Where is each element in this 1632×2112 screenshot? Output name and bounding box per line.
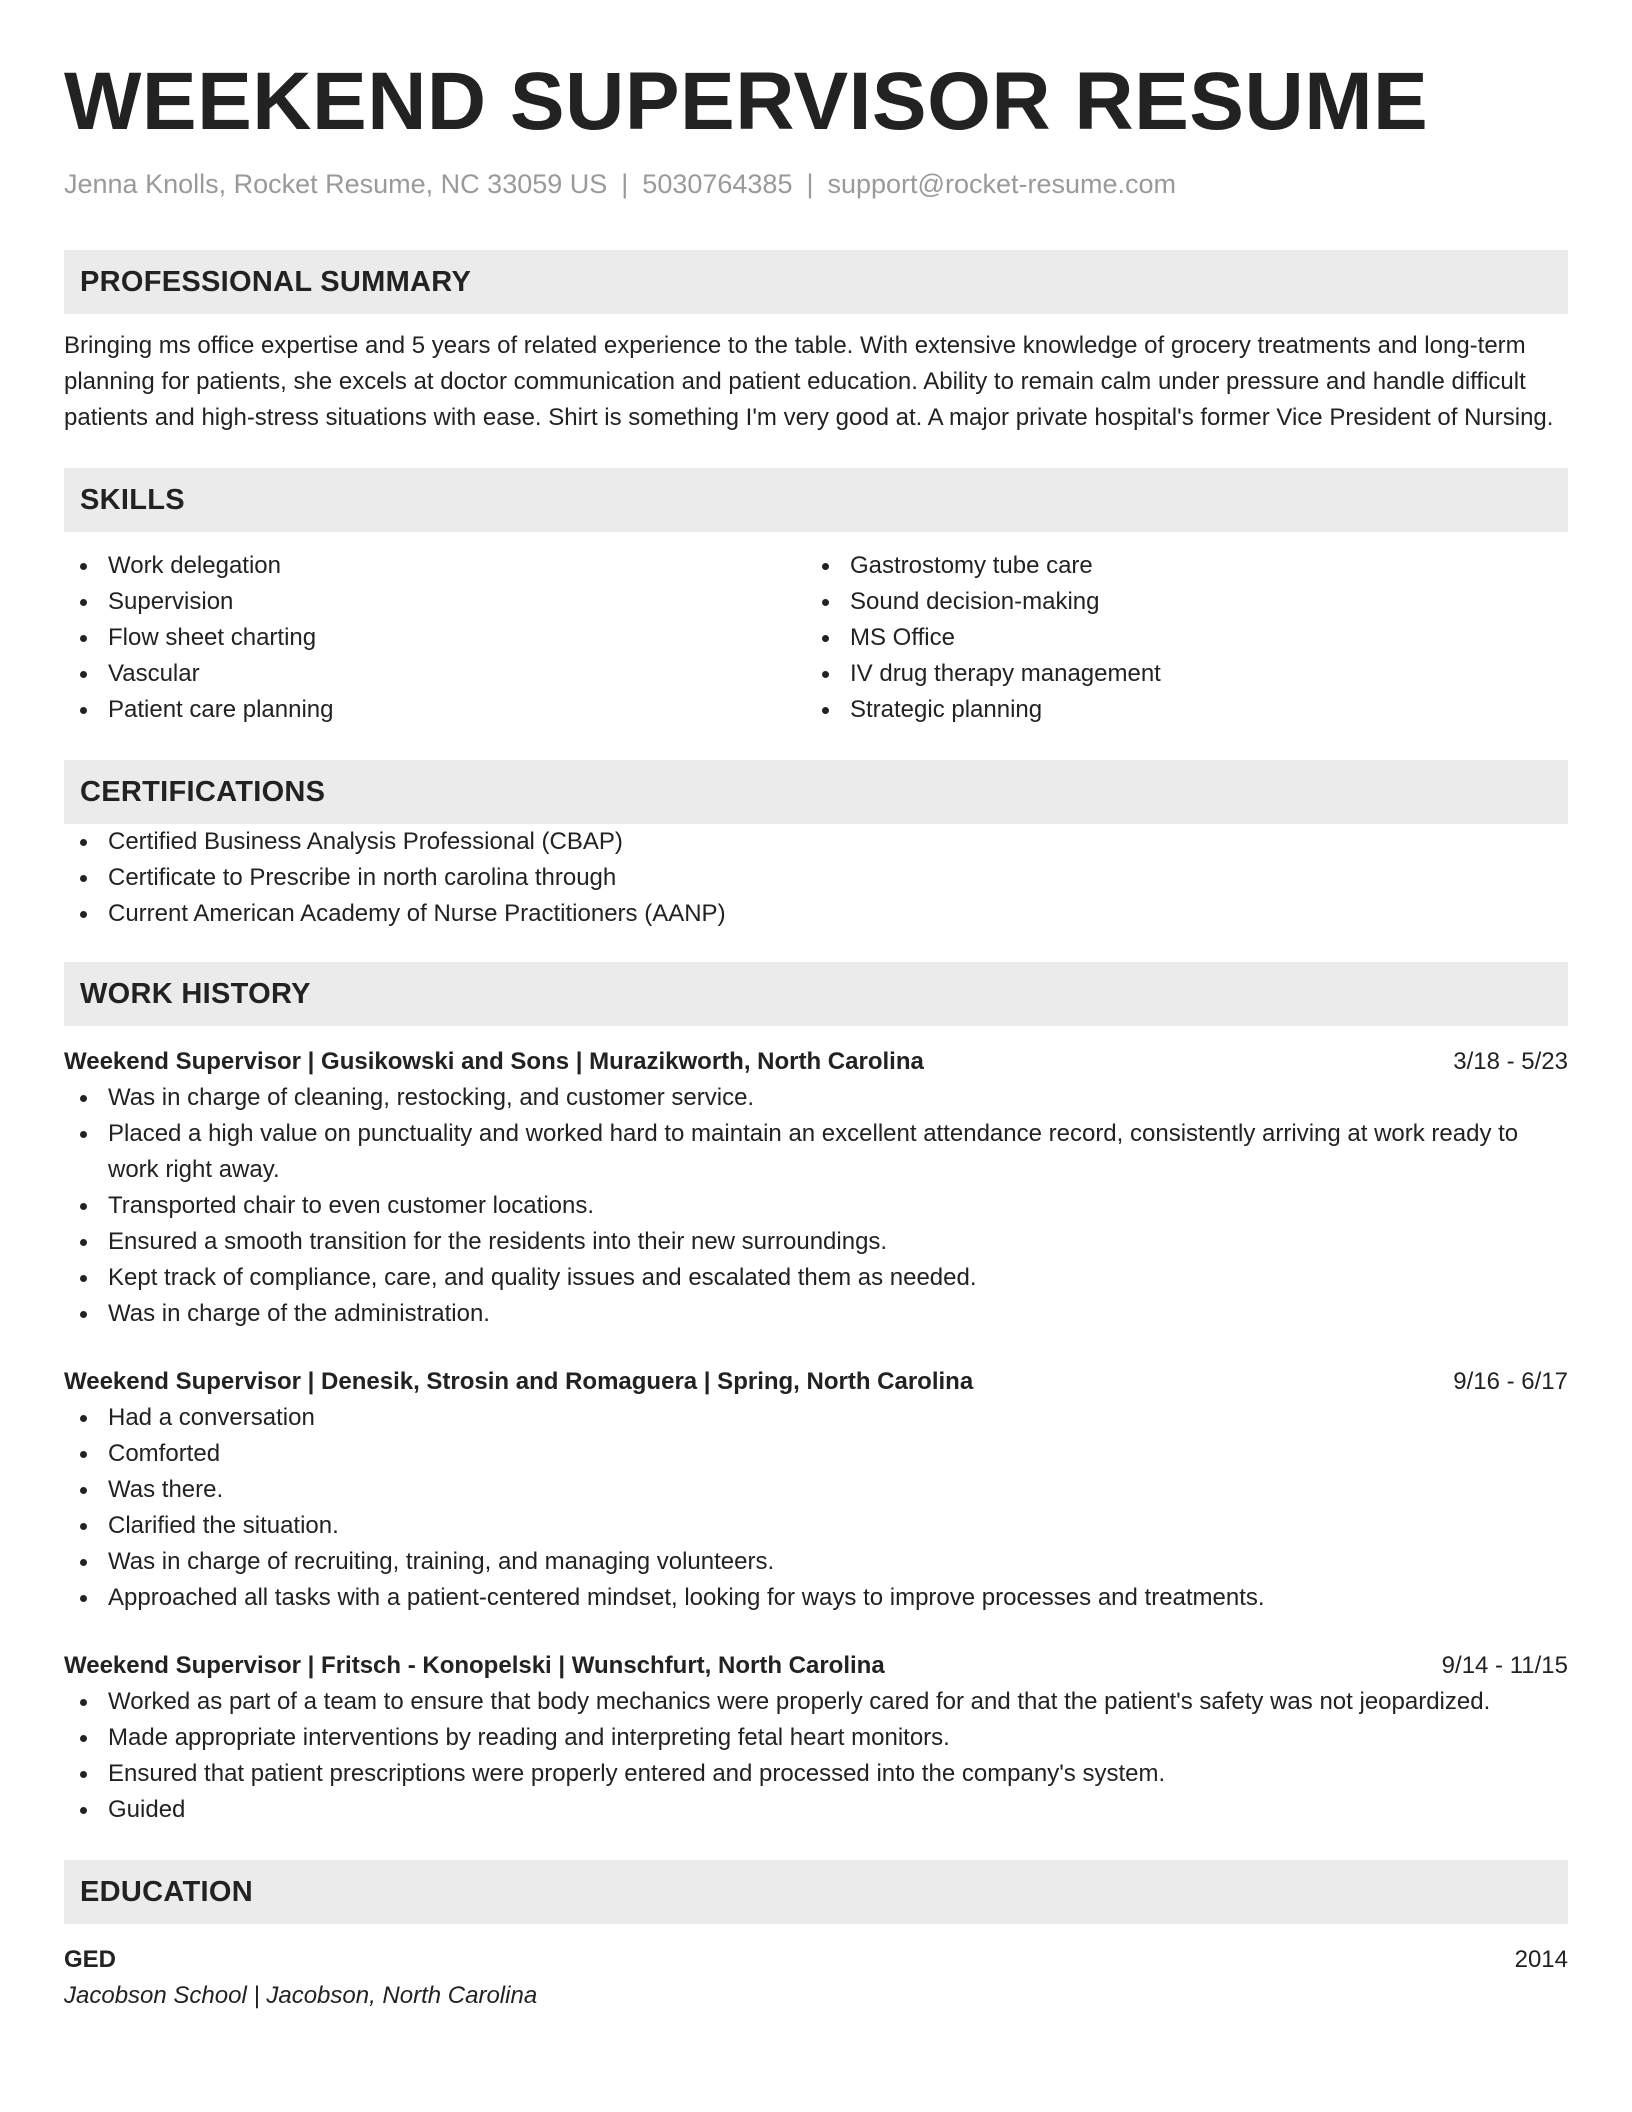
certification-item: Current American Academy of Nurse Practitioners (AANP) xyxy=(64,896,1568,932)
skill-item: Patient care planning xyxy=(64,692,806,728)
section-header-skills: SKILLS xyxy=(64,468,1568,532)
skill-item: Strategic planning xyxy=(806,692,1548,728)
skills-column-right xyxy=(806,548,1548,728)
job-bullets xyxy=(64,1684,1568,1828)
skills-column-left xyxy=(64,548,806,728)
contact-separator: | xyxy=(621,169,629,199)
skill-item: Sound decision-making xyxy=(806,584,1548,620)
skill-item: MS Office xyxy=(806,620,1548,656)
certifications-list xyxy=(64,824,1568,932)
job-bullet: Comforted xyxy=(64,1436,1568,1472)
job-header xyxy=(64,1648,1568,1684)
section-header-summary: PROFESSIONAL SUMMARY xyxy=(64,250,1568,314)
job-entry xyxy=(64,1364,1568,1616)
skill-item: Flow sheet charting xyxy=(64,620,806,656)
job-bullet: Guided xyxy=(64,1792,1568,1828)
skill-item: Work delegation xyxy=(64,548,806,584)
contact-email: support@rocket-resume.com xyxy=(827,169,1177,199)
job-dates: 9/14 - 11/15 xyxy=(1441,1652,1568,1679)
contact-phone: 5030764385 xyxy=(642,169,793,199)
job-dates: 9/16 - 6/17 xyxy=(1453,1368,1568,1395)
job-bullet: Placed a high value on punctuality and worked hard to maintain an excellent attendance record, consistently arriving at work ready to work right away. xyxy=(64,1116,1568,1188)
job-bullet: Kept track of compliance, care, and quality issues and escalated them as needed. xyxy=(64,1260,1568,1296)
contact-separator: | xyxy=(806,169,814,199)
contact-address: Jenna Knolls, Rocket Resume, NC 33059 US xyxy=(64,169,608,199)
skill-item: Vascular xyxy=(64,656,806,692)
job-dates: 3/18 - 5/23 xyxy=(1453,1048,1568,1075)
skill-item: Supervision xyxy=(64,584,806,620)
job-bullet: Was in charge of recruiting, training, and managing volunteers. xyxy=(64,1544,1568,1580)
education-degree: GED xyxy=(64,1946,117,1973)
job-bullet: Was in charge of cleaning, restocking, and customer service. xyxy=(64,1080,1568,1116)
section-header-work-history: WORK HISTORY xyxy=(64,962,1568,1026)
job-title: Weekend Supervisor | Gusikowski and Sons | Murazikworth, North Carolina xyxy=(64,1048,924,1075)
job-header xyxy=(64,1044,1568,1080)
job-bullet: Approached all tasks with a patient-centered mindset, looking for ways to improve processes and treatments. xyxy=(64,1580,1568,1616)
job-bullet: Transported chair to even customer locations. xyxy=(64,1188,1568,1224)
job-entry xyxy=(64,1044,1568,1332)
education-entry xyxy=(64,1942,1568,1978)
skills-grid xyxy=(64,548,1568,728)
job-bullet: Made appropriate interventions by reading and interpreting fetal heart monitors. xyxy=(64,1720,1568,1756)
contact-line xyxy=(64,166,1568,202)
job-title: Weekend Supervisor | Denesik, Strosin and Romaguera | Spring, North Carolina xyxy=(64,1368,974,1395)
education-school: Jacobson School | Jacobson, North Carolina xyxy=(64,1982,538,2009)
job-bullet: Was there. xyxy=(64,1472,1568,1508)
job-bullet: Ensured a smooth transition for the residents into their new surroundings. xyxy=(64,1224,1568,1260)
job-bullets xyxy=(64,1400,1568,1616)
job-entry xyxy=(64,1648,1568,1828)
job-title: Weekend Supervisor | Fritsch - Konopelski | Wunschfurt, North Carolina xyxy=(64,1652,885,1679)
education-year: 2014 xyxy=(1514,1946,1568,1973)
job-bullet: Worked as part of a team to ensure that body mechanics were properly cared for and that the patient's safety was not jeopardized. xyxy=(64,1684,1568,1720)
page-title: WEEKEND SUPERVISOR RESUME xyxy=(64,56,1429,147)
job-header xyxy=(64,1364,1568,1400)
skill-item: IV drug therapy management xyxy=(806,656,1548,692)
summary-text: Bringing ms office expertise and 5 years of related experience to the table. With extensive knowledge of grocery treatments and long-term planning for patients, she excels at doctor communication and patient education. Ability to remain calm under pressure and handle difficult patients and high-stress situations with ease. Shirt is something I'm very good at. A major private hospital's former Vice President of Nursing. xyxy=(64,332,1554,431)
job-bullet: Was in charge of the administration. xyxy=(64,1296,1568,1332)
section-header-certifications: CERTIFICATIONS xyxy=(64,760,1568,824)
job-bullet: Clarified the situation. xyxy=(64,1508,1568,1544)
job-bullet: Ensured that patient prescriptions were properly entered and processed into the company's system. xyxy=(64,1756,1568,1792)
skill-item: Gastrostomy tube care xyxy=(806,548,1548,584)
job-bullets xyxy=(64,1080,1568,1332)
certification-item: Certified Business Analysis Professional (CBAP) xyxy=(64,824,1568,860)
certification-item: Certificate to Prescribe in north carolina through xyxy=(64,860,1568,896)
section-header-education: EDUCATION xyxy=(64,1860,1568,1924)
job-bullet: Had a conversation xyxy=(64,1400,1568,1436)
